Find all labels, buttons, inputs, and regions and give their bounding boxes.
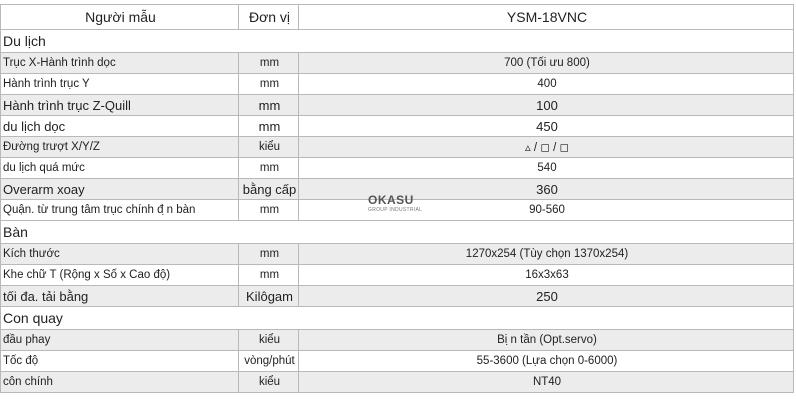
row-unit: kiểu [239, 372, 299, 393]
table-row [1, 74, 794, 95]
row-name: Khe chữ T (Rộng x Số x Cao độ) [1, 265, 239, 286]
header-model-label: Người mẫu [1, 5, 239, 30]
table-row [1, 330, 794, 351]
table-row [1, 158, 794, 179]
row-value: 450 [299, 116, 794, 137]
row-name: Hành trình trục Z-Quill [1, 95, 239, 116]
row-value: 360 [299, 179, 794, 200]
table-row [1, 244, 794, 265]
row-name: tối đa. tải bằng [1, 286, 239, 307]
row-value: 100 [299, 95, 794, 116]
row-unit: mm [239, 95, 299, 116]
row-unit: kiểu [239, 330, 299, 351]
row-value: 55-3600 (Lựa chọn 0-6000) [299, 351, 794, 372]
row-unit: mm [239, 200, 299, 221]
row-value: 250 [299, 286, 794, 307]
table-row [1, 265, 794, 286]
table-row [1, 372, 794, 393]
section-row-table [1, 221, 794, 244]
row-value: 90-560 [299, 200, 794, 221]
row-unit: mm [239, 158, 299, 179]
table-row [1, 116, 794, 137]
table-row [1, 200, 794, 221]
row-unit: mm [239, 265, 299, 286]
row-name: Trục X-Hành trình dọc [1, 53, 239, 74]
row-name: côn chính [1, 372, 239, 393]
row-unit: kiểu [239, 137, 299, 158]
row-value: ▵ / ◻ / ◻ [299, 137, 794, 158]
section-title-table: Bàn [1, 221, 794, 244]
header-model-value: YSM-18VNC [299, 5, 794, 30]
row-unit: bằng cấp [239, 179, 299, 200]
watermark-brand: OKASU [368, 193, 414, 207]
row-value: 400 [299, 74, 794, 95]
row-unit: mm [239, 53, 299, 74]
table-row [1, 351, 794, 372]
row-unit: vòng/phút [239, 351, 299, 372]
row-unit: mm [239, 116, 299, 137]
row-name: Hành trình trục Y [1, 74, 239, 95]
row-value: 700 (Tối ưu 800) [299, 53, 794, 74]
section-row-travel [1, 30, 794, 53]
row-value: Bi ̣n tần (Opt.servo) [299, 330, 794, 351]
row-name: du lịch dọc [1, 116, 239, 137]
header-unit-label: Đơn vị [239, 5, 299, 30]
row-value: NT40 [299, 372, 794, 393]
row-value: 1270x254 (Tùy chọn 1370x254) [299, 244, 794, 265]
row-name: Tốc độ [1, 351, 239, 372]
row-value: 540 [299, 158, 794, 179]
watermark-tagline: GROUP INDUSTRIAL [368, 207, 423, 213]
table-row [1, 95, 794, 116]
section-title-spindle: Con quay [1, 307, 794, 330]
row-unit: mm [239, 244, 299, 265]
row-name: Kích thước [1, 244, 239, 265]
row-unit: Kilôgam [239, 286, 299, 307]
table-header-row [1, 5, 794, 30]
table-row [1, 179, 794, 200]
row-unit: mm [239, 74, 299, 95]
spec-table [0, 4, 794, 393]
row-value: 16x3x63 [299, 265, 794, 286]
row-name: đầu phay [1, 330, 239, 351]
row-name: Đường trượt X/Y/Z [1, 137, 239, 158]
table-row [1, 286, 794, 307]
row-name: Quận. từ trung tâm trục chính đ ̣n bàn [1, 200, 239, 221]
section-title-travel: Du lịch [1, 30, 794, 53]
row-name: Overarm xoay [1, 179, 239, 200]
section-row-spindle [1, 307, 794, 330]
table-row [1, 53, 794, 74]
row-name: du lịch quá mức [1, 158, 239, 179]
table-row [1, 137, 794, 158]
